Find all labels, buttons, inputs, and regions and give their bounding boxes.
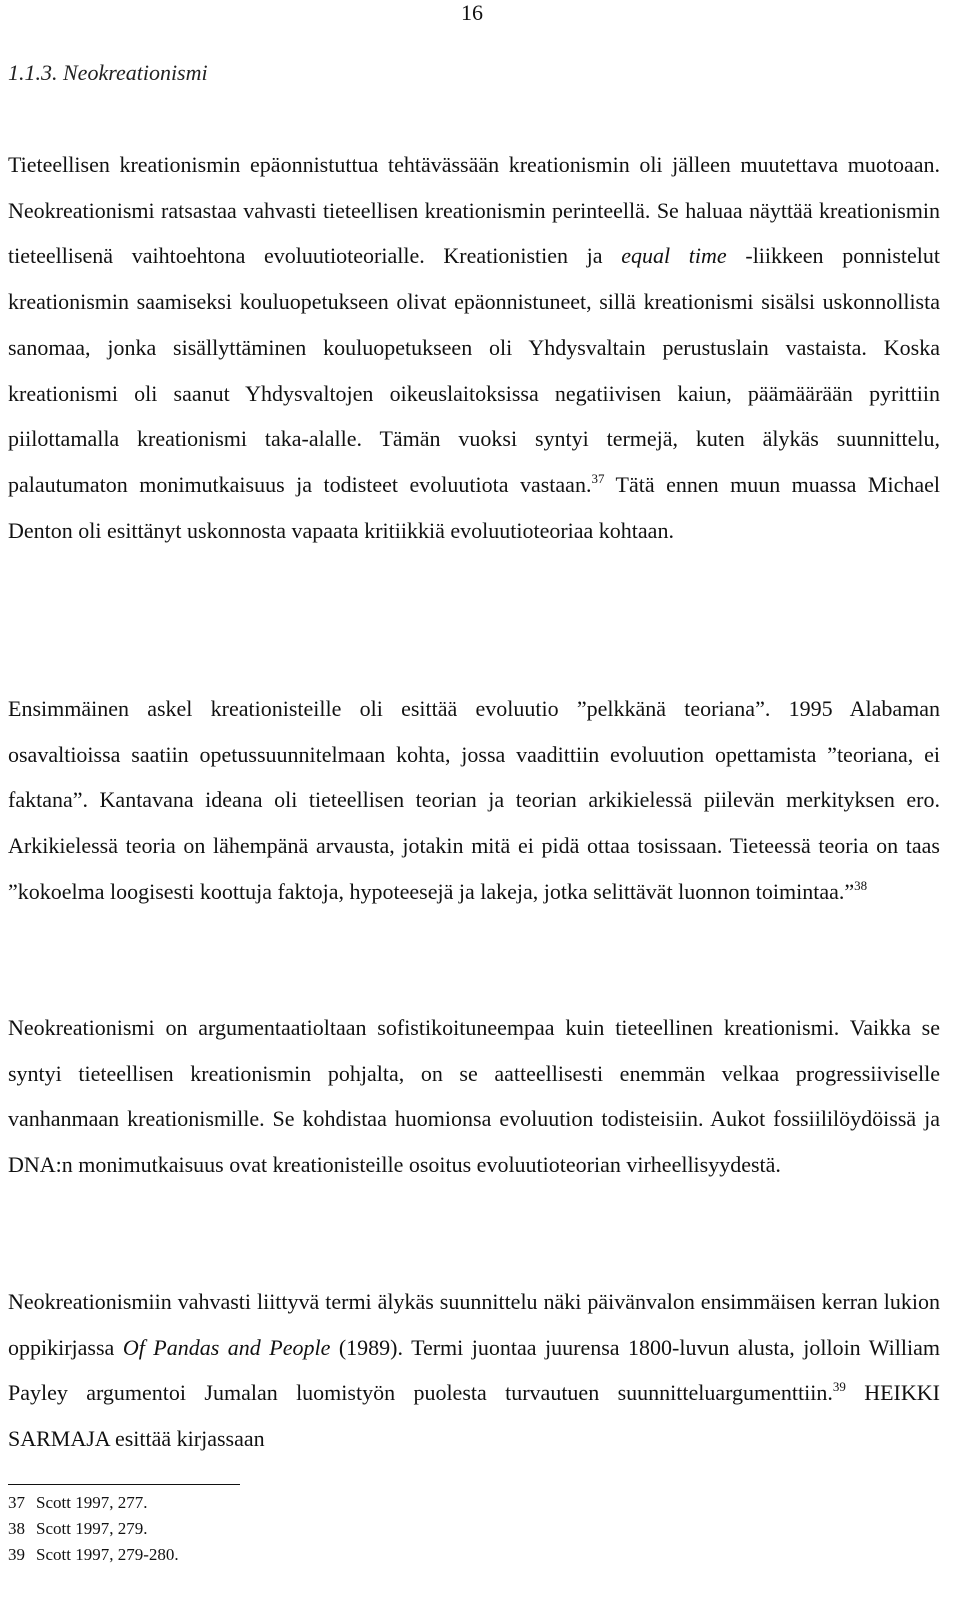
paragraph-4 <box>8 1279 940 1462</box>
paragraph-text: Ensimmäinen askel kreationisteille oli esittää evoluutio ”pelkkänä teoriana”. 1995 Alabaman osavaltioissa saatiin opetussuunnitelmaan kohta, jossa vaadittiin evoluution opettamista ”teoriana, ei faktana”. Kantavana ideana oli tieteellisen teorian ja teorian arkikielessä piilevän merkityksen ero. Arkikielessä teoria on lähempänä arvausta, jotakin mitä ei pidä ottaa tosissaan. Tieteessä teoria on taas ”kokoelma loogisesti koottuja faktoja, hypoteesejä ja lakeja, jotka selittävät luonnon toimintaa.” <box>8 696 940 904</box>
footnote-item <box>8 1490 179 1516</box>
section-heading: 1.1.3. Neokreationismi <box>8 60 208 85</box>
paragraph-text: Tieteellisen kreationismin epäonnistuttua tehtävässään kreationismin oli jälleen muutettava muotoaan. Neokreationismi ratsastaa vahvasti tieteellisen kreationismin perinteellä. Se haluaa näyttää kreationismin tieteellisenä vaihtoehtona evoluutioteorialle. Kreationistien ja <box>8 152 940 269</box>
footnote-number: 38 <box>8 1519 25 1538</box>
paragraph-text: -liikkeen ponnistelut kreationismin saamiseksi kouluopetukseen olivat epäonnistuneet, sillä kreationismi sisälsi uskonnollista sanomaa, jonka sisällyttäminen kouluopetukseen oli Yhdysvaltain perustuslain vastaista. Koska kreationismi oli saanut Yhdysvaltojen oikeuslaitoksissa negatiivisen kaiun, päämäärään pyrittiin piilottamalla kreationismi taka-alalle. Tämän vuoksi syntyi termejä, kuten älykäs suunnittelu, palautumaton monimutkaisuus ja todisteet evoluutiota vastaan. <box>8 243 941 497</box>
footnote-item <box>8 1542 179 1568</box>
footnote-separator <box>8 1484 240 1485</box>
paragraph-2 <box>8 686 940 915</box>
footnote-item <box>8 1516 179 1542</box>
page-number: 16 <box>461 0 483 25</box>
paragraph-text: (1989). Termi juontaa juurensa 1800-luvun alusta, jolloin William Payley argumentoi Jumalan luomistyön puolesta turvautuen suunnitteluargumenttiin. <box>8 1334 940 1406</box>
paragraph-text: Tätä ennen muun muassa Michael Denton oli esittänyt uskonnosta vapaata kritiikkiä evoluutioteoriaa kohtaan. <box>8 471 941 543</box>
footnote-text: Scott 1997, 279-280. <box>36 1545 179 1564</box>
footnote-text: Scott 1997, 279. <box>36 1519 148 1538</box>
footnote-ref-37[interactable]: 37 <box>591 470 605 486</box>
footnote-ref-39[interactable]: 39 <box>832 1379 846 1395</box>
paragraph-text: Neokreationismiin vahvasti liittyvä termi älykäs suunnittelu näki päivänvalon ensimmäisen kerran lukion oppikirjassa <box>8 1289 940 1360</box>
footnote-number: 37 <box>8 1493 25 1512</box>
paragraph-3: Neokreationismi on argumentaatioltaan sofistikoituneempaa kuin tieteellinen kreationismi. Vaikka se syntyi tieteellisen kreationismin pohjalta, on se aatteellisesti enemmän velkaa progressiiviselle vanhanmaan kreationismille. Se kohdistaa huomionsa evoluution todisteisiin. Aukot fossiililöydöissä ja DNA:n monimutkaisuus ovat kreationisteille osoitus evoluutioteorian virheellisyydestä. <box>8 1015 940 1178</box>
book-title: Of Pandas and People <box>122 1334 331 1360</box>
paragraph-text: HEIKKI SARMAJA esittää kirjassaan <box>8 1380 940 1452</box>
footnote-text: Scott 1997, 277. <box>36 1493 148 1512</box>
italic-term: equal time <box>621 243 727 269</box>
footnote-ref-38[interactable]: 38 <box>854 877 868 893</box>
paragraph-1 <box>8 142 940 553</box>
footnote-number: 39 <box>8 1545 25 1564</box>
footnotes <box>8 1490 179 1568</box>
